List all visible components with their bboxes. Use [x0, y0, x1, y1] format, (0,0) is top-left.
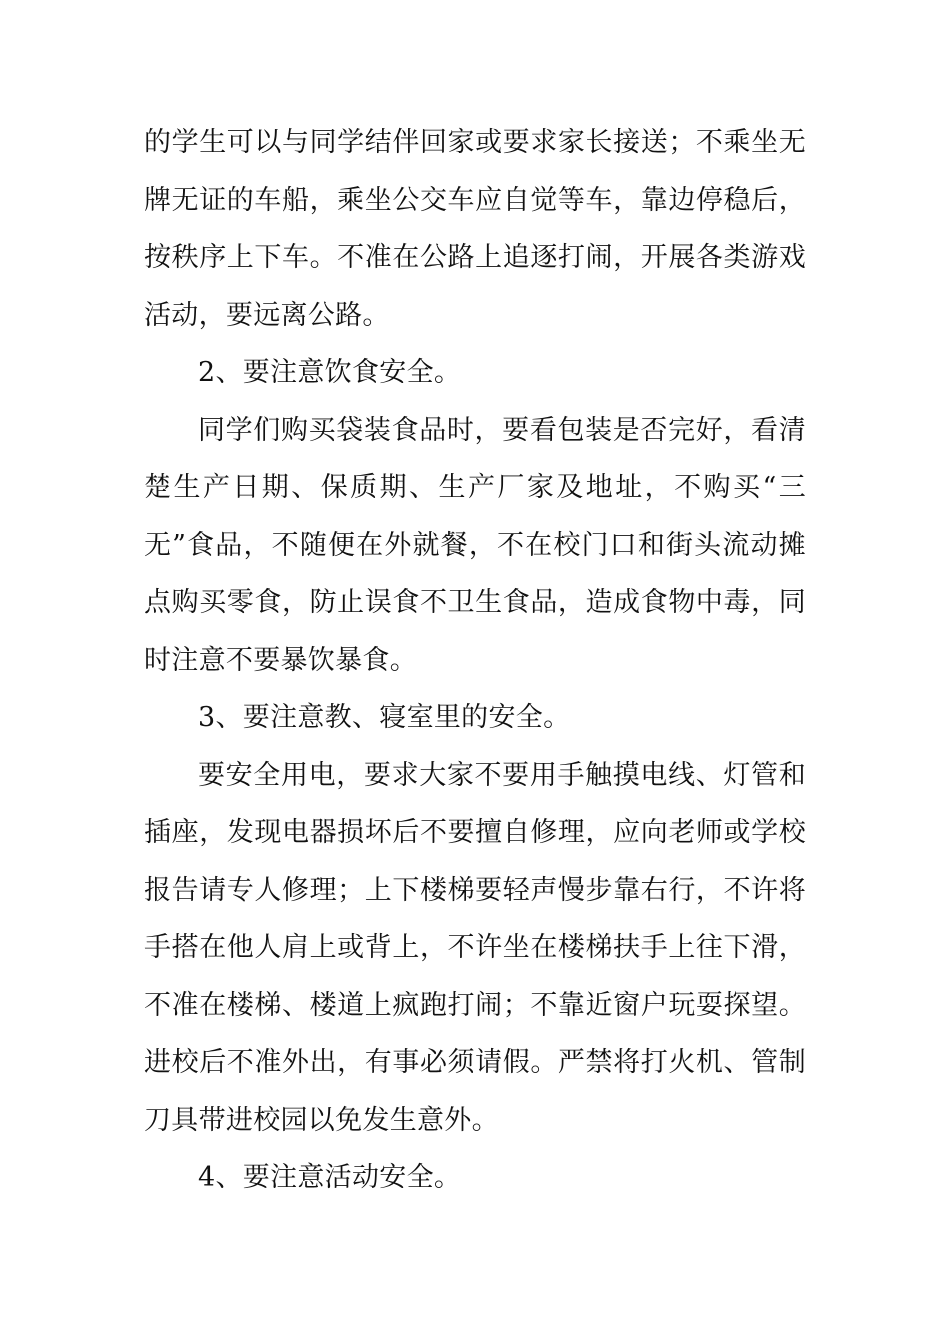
paragraph-food-safety: 同学们购买袋装食品时，要看包装是否完好，看清楚生产日期、保质期、生产厂家及地址，不购买“三无”食品，不随便在外就餐，不在校门口和街头流动摊点购买零食，防止误食不卫生食品，造成食物中毒，同时注意不要暴饮暴食。: [144, 414, 806, 676]
document-body: [144, 114, 806, 1207]
heading-activity-safety: 4、要注意活动安全。: [198, 1162, 462, 1193]
paragraph-commute-safety: 的学生可以与同学结伴回家或要求家长接送；不乘坐无牌无证的车船，乘坐公交车应自觉等车，靠边停稳后，按秩序上下车。不准在公路上追逐打闹，开展各类游戏活动，要远离公路。: [144, 127, 806, 331]
heading-dorm-safety: 3、要注意教、寝室里的安全。: [198, 702, 571, 733]
heading-food-safety: 2、要注意饮食安全。: [198, 357, 462, 388]
paragraph-dorm-safety: 要安全用电，要求大家不要用手触摸电线、灯管和插座，发现电器损坏后不要擅自修理，应向老师或学校报告请专人修理；上下楼梯要轻声慢步靠右行，不许将手搭在他人肩上或背上，不许坐在楼梯扶手上往下滑，不准在楼梯、楼道上疯跑打闹；不靠近窗户玩耍探望。进校后不准外出，有事必须请假。严禁将打火机、管制刀具带进校园以免发生意外。: [144, 759, 806, 1136]
